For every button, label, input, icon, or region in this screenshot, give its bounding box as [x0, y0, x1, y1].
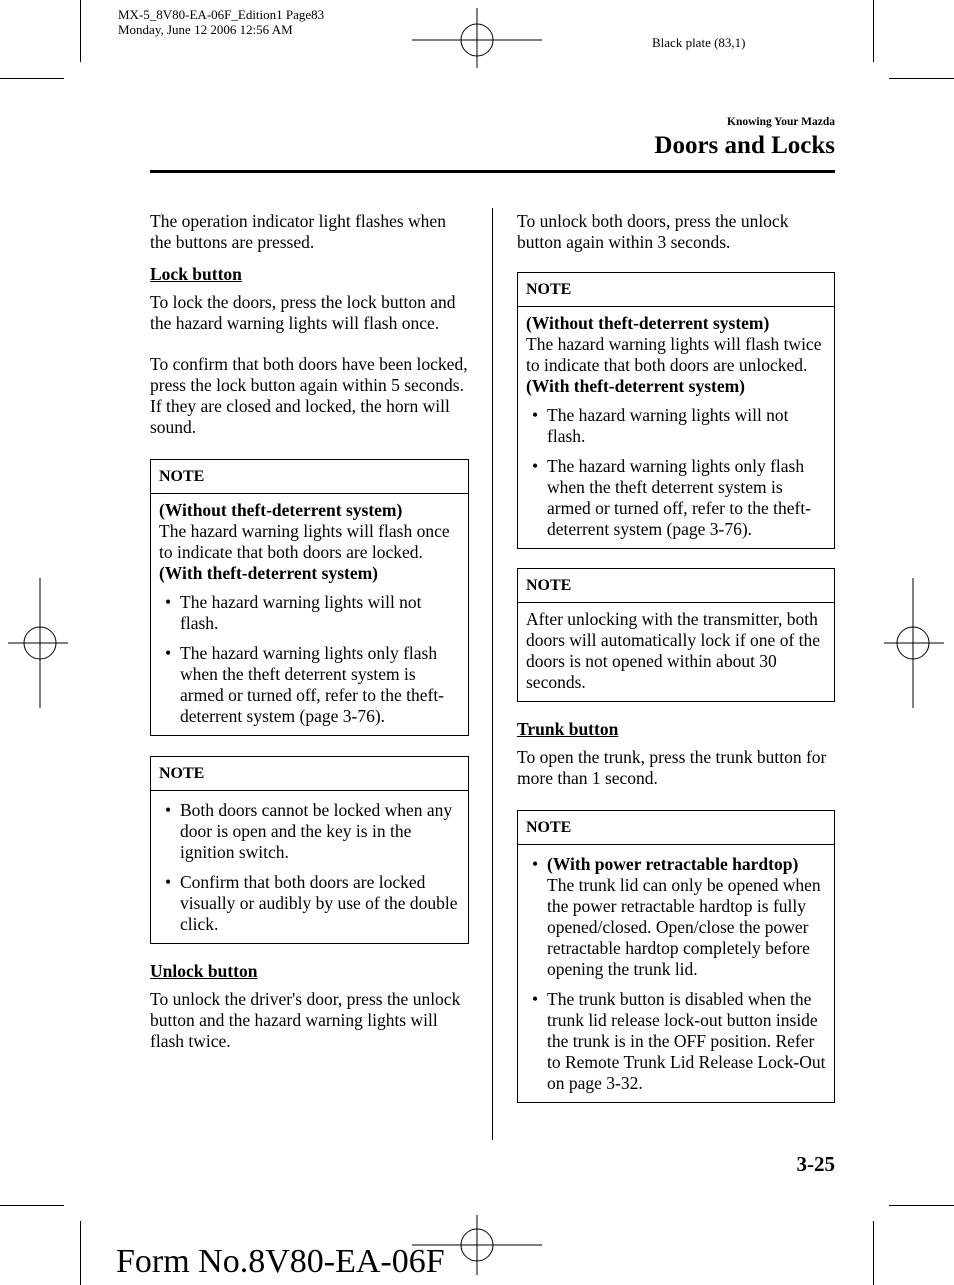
bullet-item: • Confirm that both doors are locked visually or audibly by use of the double click. — [159, 872, 460, 935]
note-subheading: (With theft-deterrent system) — [526, 376, 746, 396]
note-box-unlock — [517, 272, 835, 549]
note-subheading: (Without theft-deterrent system) — [526, 313, 770, 333]
title-rule — [150, 170, 835, 173]
lock-paragraph-2: To confirm that both doors have been locked, press the lock button again within 5 seconds. If they are closed and locked, the horn will sound. — [150, 354, 468, 437]
file-info — [118, 7, 324, 37]
bullet-item: • The hazard warning lights will not flash. — [526, 405, 826, 447]
file-info-line1: MX-5_8V80-EA-06F_Edition1 Page83 — [118, 7, 325, 22]
note-label: NOTE — [151, 460, 468, 494]
lock-paragraph-1: To lock the doors, press the lock button and the hazard warning lights will flash once. — [150, 292, 456, 333]
right-column — [517, 211, 835, 1103]
section-breadcrumb: Knowing Your Mazda — [727, 116, 835, 128]
note-label: NOTE — [518, 273, 834, 307]
note-label: NOTE — [151, 757, 468, 791]
note-box-auto-relock — [517, 568, 835, 702]
bullet-item: • The hazard warning lights only flash when the theft deterrent system is armed or turned off, refer to the theft-deterrent system (page 3-76). — [159, 643, 460, 727]
lock-button-heading: Lock button — [150, 264, 242, 284]
bullet-subheading: (With power retractable hardtop) — [547, 854, 799, 874]
note-text: The hazard warning lights will flash twice to indicate that both doors are unlocked. — [526, 334, 822, 375]
note-subheading: (Without theft-deterrent system) — [159, 500, 403, 520]
bullet-item: • The trunk button is disabled when the trunk lid release lock-out button inside the trunk is in the OFF position. Refer to Remote Trunk Lid Release Lock-Out on page 3-32. — [526, 989, 826, 1094]
note-text: The hazard warning lights will flash once to indicate that both doors are locked. — [159, 521, 450, 562]
bullet-item: • The hazard warning lights will not flash. — [159, 592, 460, 634]
note-subheading: (With theft-deterrent system) — [159, 563, 379, 583]
note-label: NOTE — [518, 569, 834, 603]
unlock-both-paragraph: To unlock both doors, press the unlock button again within 3 seconds. — [517, 211, 789, 252]
page-number: 3-25 — [796, 1152, 835, 1176]
bullet-item — [526, 854, 826, 980]
bullet-item: • Both doors cannot be locked when any door is open and the key is in the ignition switch. — [159, 800, 460, 863]
unlock-paragraph: To unlock the driver's door, press the unlock button and the hazard warning lights will flash twice. — [150, 989, 461, 1051]
plate-label: Black plate (83,1) — [652, 35, 746, 50]
left-column — [150, 211, 469, 1052]
file-info-line2: Monday, June 12 2006 12:56 AM — [118, 22, 293, 37]
unlock-button-heading: Unlock button — [150, 961, 258, 981]
registration-mark-top — [412, 8, 542, 68]
registration-mark-right — [884, 578, 944, 708]
trunk-paragraph: To open the trunk, press the trunk button for more than 1 second. — [517, 747, 827, 788]
trunk-button-heading: Trunk button — [517, 719, 619, 739]
note-box-lock — [150, 459, 469, 736]
column-divider — [492, 208, 493, 1140]
page-title: Doors and Locks — [654, 132, 835, 159]
note-label: NOTE — [518, 811, 834, 845]
form-number: Form No.8V80-EA-06F — [116, 1243, 445, 1280]
intro-paragraph: The operation indicator light flashes when the buttons are pressed. — [150, 211, 446, 252]
bullet-item: • The hazard warning lights only flash when the theft deterrent system is armed or turned off, refer to the theft-deterrent system (page 3-76). — [526, 456, 826, 540]
note-box-lock-conditions — [150, 756, 469, 944]
note-text: After unlocking with the transmitter, both doors will automatically lock if one of the doors is not opened within about 30 seconds. — [526, 609, 821, 692]
registration-mark-left — [8, 578, 68, 708]
note-box-trunk — [517, 810, 835, 1103]
bullet-text: The trunk lid can only be opened when the power retractable hardtop is fully opened/closed. Open/close the power retractable hardtop completely before opening the trunk lid. — [547, 875, 821, 979]
